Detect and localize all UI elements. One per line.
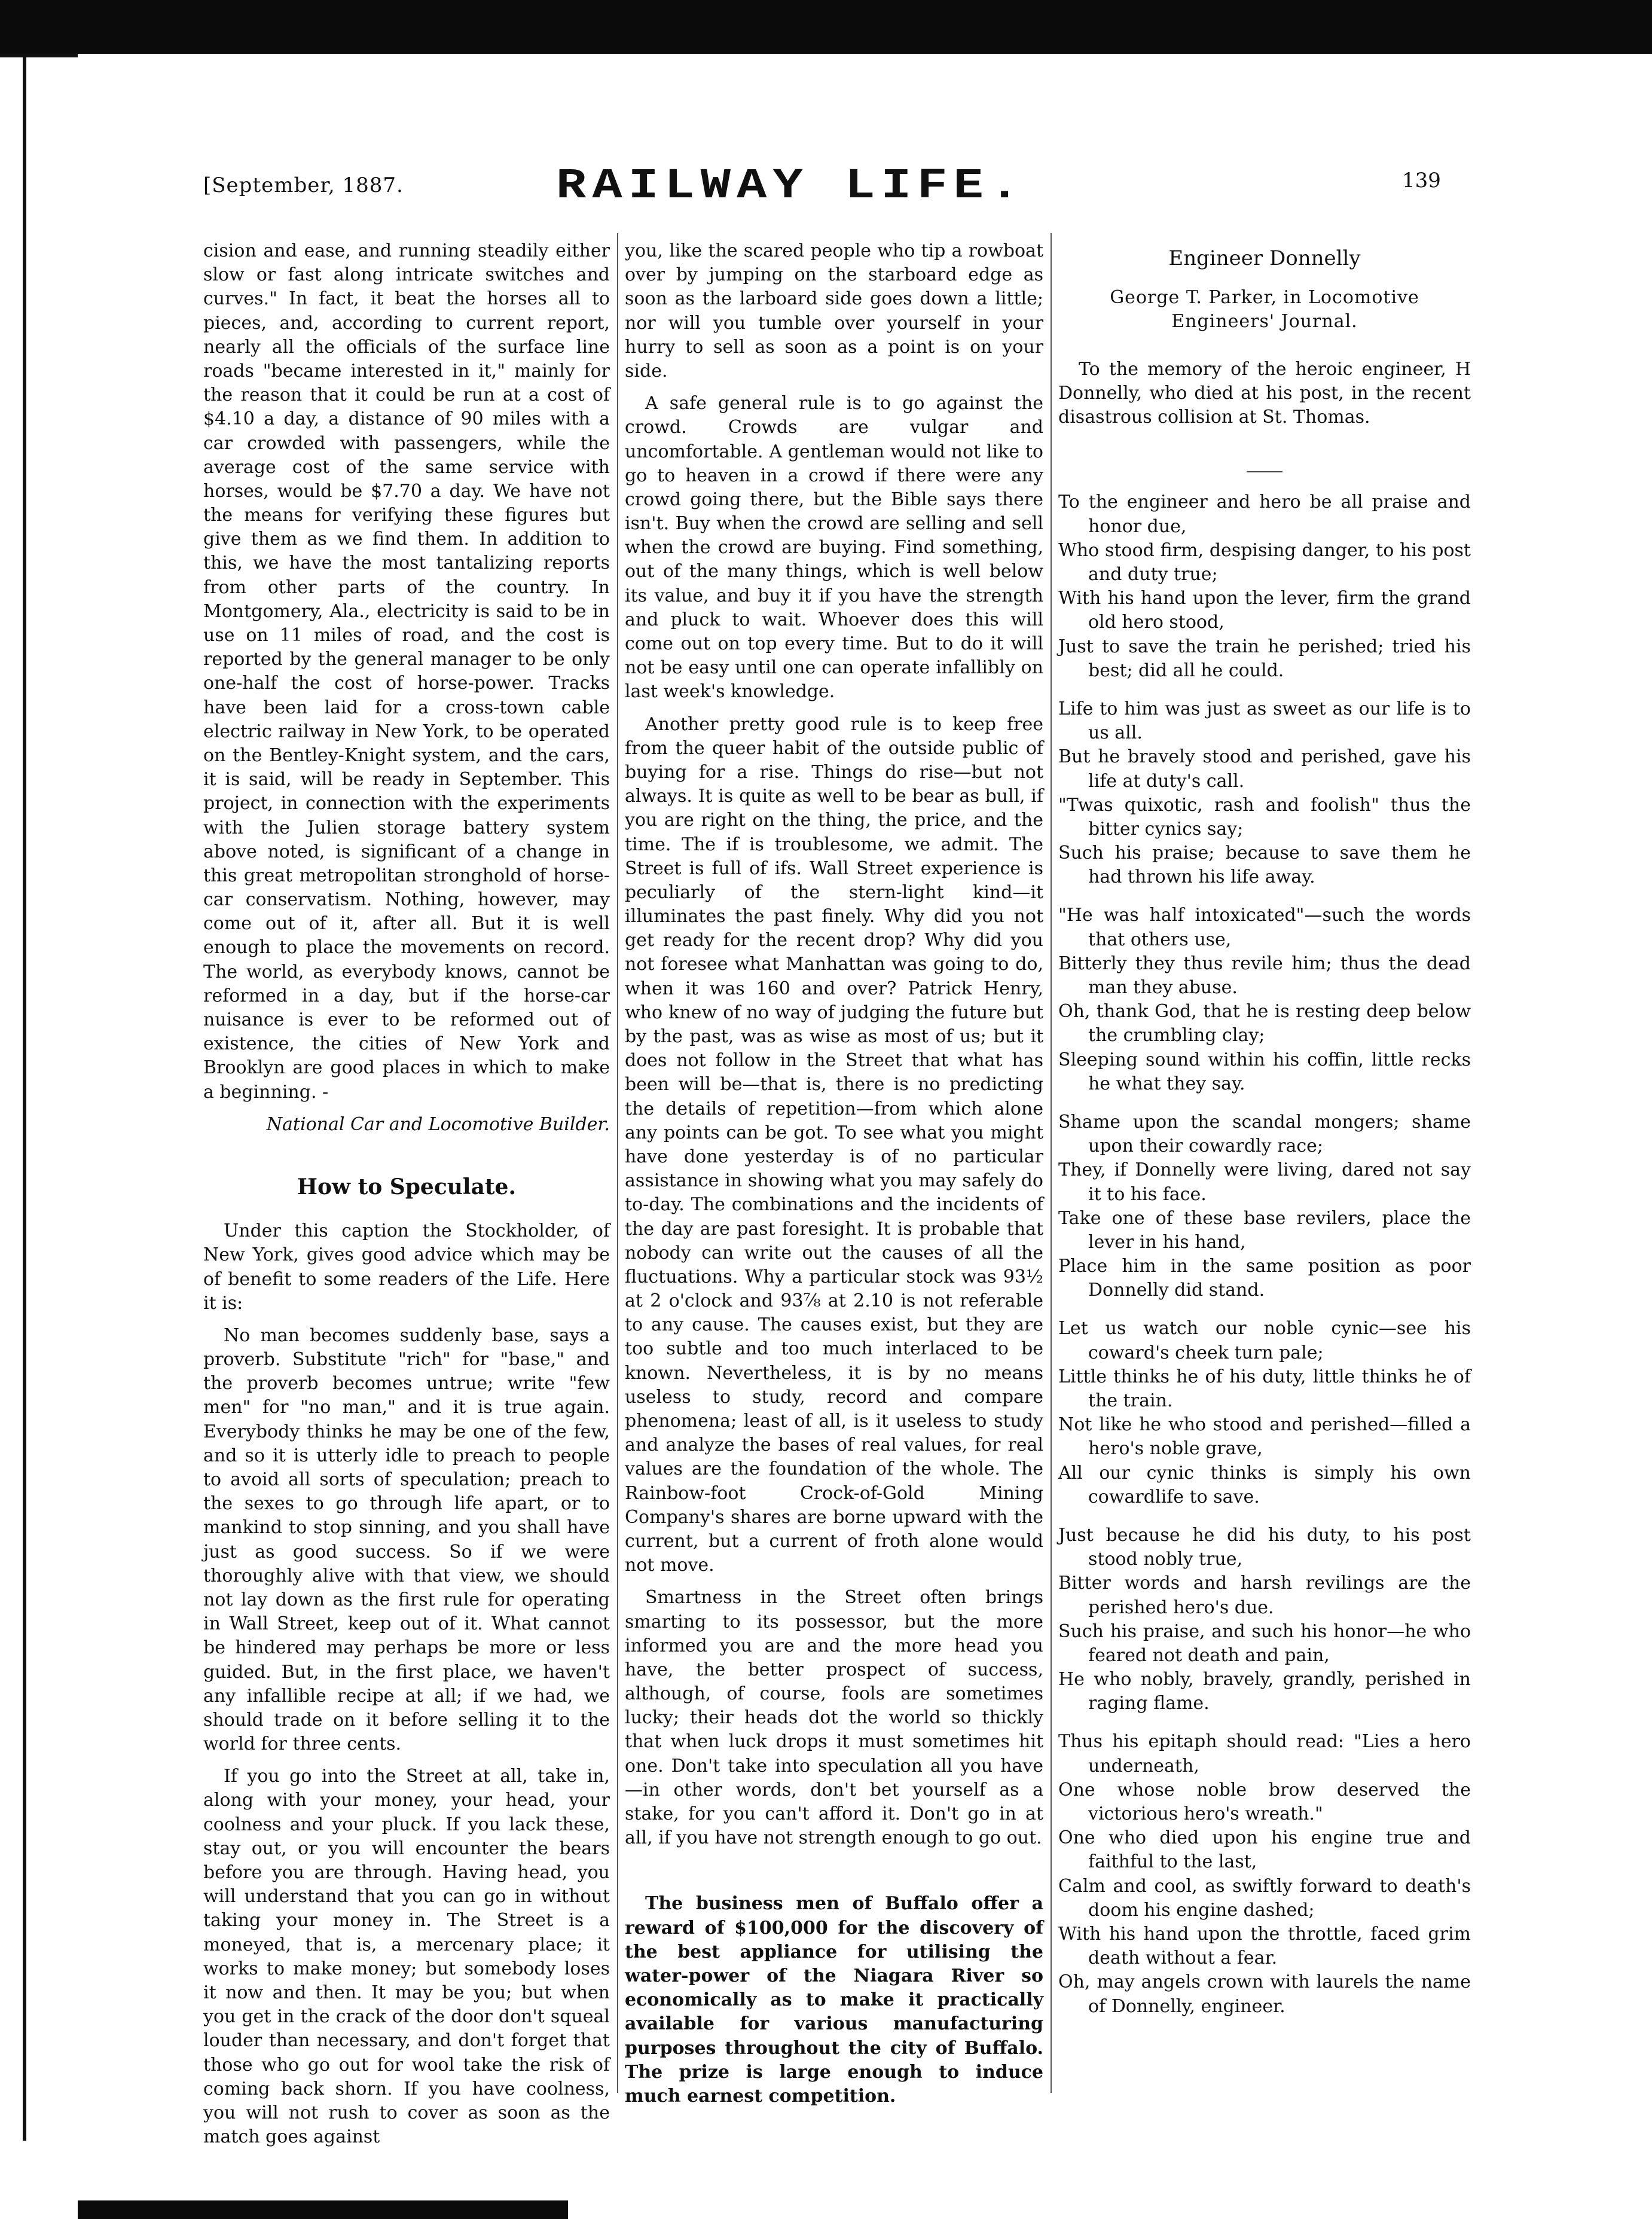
- margin-tick: [0, 54, 78, 57]
- left-margin-rule: [23, 54, 26, 2141]
- poem-byline: George T. Parker, in Locomotive Engineers' Journal.: [1110, 286, 1419, 332]
- poem-stanza: [1058, 1730, 1471, 2018]
- poem-line: One who died upon his engine true and faithful to the last,: [1058, 1827, 1471, 1873]
- column-2: [625, 239, 1043, 2117]
- poem-line: But he bravely stood and perished, gave his life at duty's call.: [1058, 746, 1471, 792]
- article-paragraph: A safe general rule is to go against the crowd. Crowds are vulgar and uncomfortable. A gentleman would not like to go to heaven in a crowd if there were any crowd going there, but the Bible says there isn't. Buy when the crowd are selling and sell when the crowd are buying. Find something, out of the many things, which is well below its value, and buy it if you have the strength and pluck to wait. Whoever does this will come out on top every time. But to do it will not be easy until one can operate infallibly on last week's knowledge.: [625, 393, 1043, 703]
- poem-line: Such his praise; because to save them he had thrown his life away.: [1058, 843, 1471, 888]
- poem-line: Thus his epitaph should read: "Lies a hero underneath,: [1058, 1731, 1471, 1777]
- poem-line: Let us watch our noble cynic—see his coward's cheek turn pale;: [1058, 1318, 1471, 1363]
- poem-stanza: [1058, 904, 1471, 1096]
- page-header: [0, 155, 1652, 215]
- top-scan-border: [0, 0, 1652, 54]
- poem-line: Bitterly they thus revile him; thus the dead man they abuse.: [1058, 953, 1471, 999]
- poem-stanza: [1058, 1317, 1471, 1509]
- divider-rule: [1247, 471, 1282, 472]
- poem-stanza: [1058, 697, 1471, 890]
- column-1: [203, 239, 610, 2157]
- column-3: [1058, 239, 1471, 2033]
- poem-line: Little thinks he of his duty, little thinks he of the train.: [1058, 1366, 1471, 1412]
- poem-line: Just to save the train he perished; tried his best; did all he could.: [1058, 636, 1471, 681]
- poem-line: With his hand upon the lever, firm the grand old hero stood,: [1058, 588, 1471, 633]
- article-paragraph: If you go into the Street at all, take in, along with your money, your head, your coolness and your pluck. If you lack these, stay out, or you will encounter the bears before you are through. Having head, you will understand that you can go in without taking your money in. The Street is a moneyed, that is, a mercenary place; it works to make money; but somebody loses it now and then. It may be you; but when you get in the crack of the door don't squeal louder than necessary, and don't forget that those who go out for wool take the risk of coming back shorn. If you have coolness, you will not rush to cover as soon as the match goes against: [203, 1766, 610, 2148]
- bottom-scan-border: [78, 2200, 568, 2219]
- buffalo-notice: The business men of Buffalo offer a reward of $100,000 for the discovery of the best appliance for utilising the water-power of the Niagara River so economically as to make it practically available for various manufacturing purposes throughout the city of Buffalo. The prize is large enough to induce much earnest competition.: [625, 1893, 1043, 2107]
- poem-line: "He was half intoxicated"—such the words that others use,: [1058, 905, 1471, 950]
- article-title: How to Speculate.: [297, 1174, 516, 1199]
- article-paragraph: Smartness in the Street often brings smarting to its possessor, but the more informed you are and the more head you have, the better prospect of success, although, of course, fools are sometimes lucky; their heads dot the world so thickly that when luck drops it must sometimes hit one. Don't take into speculation all you have—in other words, don't bet yourself as a stake, for you can't afford it. Don't go in at all, if you have not strength enough to go out.: [625, 1587, 1043, 1849]
- poem-line: Place him in the same position as poor Donnelly did stand.: [1058, 1256, 1471, 1301]
- poem-line: All our cynic thinks is simply his own cowardlife to save.: [1058, 1462, 1471, 1507]
- poem-stanza: [1058, 490, 1471, 683]
- poem-stanza: [1058, 1524, 1471, 1716]
- issue-date: [September, 1887.: [203, 173, 404, 197]
- poem-dedication: To the memory of the heroic engineer, H Donnelly, who died at his post, in the recent disastrous collision at St. Thomas.: [1058, 358, 1471, 428]
- poem-line: Shame upon the scandal mongers; shame upon their cowardly race;: [1058, 1111, 1471, 1157]
- masthead-title: RAILWAY LIFE.: [556, 162, 1026, 210]
- poem-line: Take one of these base revilers, place the lever in his hand,: [1058, 1207, 1471, 1253]
- poem-line: To the engineer and hero be all praise and honor due,: [1058, 492, 1471, 537]
- poem-line: Such his praise, and such his honor—he who feared not death and pain,: [1058, 1620, 1471, 1666]
- article-paragraph: you, like the scared people who tip a rowboat over by jumping on the starboard edge as soon as the larboard side goes down a little; nor will you tumble over yourself in your hurry to sell as soon as a point is on your side.: [625, 240, 1043, 381]
- poem-title: Engineer Donnelly: [1168, 246, 1361, 270]
- page-number: 139: [1402, 169, 1441, 193]
- article-paragraph: No man becomes suddenly base, says a proverb. Substitute "rich" for "base," and the proverb becomes untrue; write "few men" for "no man," and it is true again. Everybody thinks he may be one of the few, and so it is utterly idle to preach to people to avoid all sorts of speculation; preach to the sexes to go through life apart, or to mankind to stop sinning, and you shall have just as good success. So if we were thoroughly alive with that view, we should not lay down as the first rule for operating in Wall Street, keep out of it. What cannot be hindered may perhaps be more or less guided. But, in the first place, we haven't any infallible recipe at all; if we had, we should trade on it before selling it to the world for three cents.: [203, 1324, 610, 1755]
- column-divider-1: [617, 233, 618, 2093]
- article-source: National Car and Locomotive Builder.: [266, 1113, 610, 1135]
- poem-line: Not like he who stood and perished—filled a hero's noble grave,: [1058, 1414, 1471, 1460]
- poem-body: [1058, 490, 1471, 2018]
- poem-line: Calm and cool, as swiftly forward to death's doom his engine dashed;: [1058, 1875, 1471, 1921]
- poem-line: They, if Donnelly were living, dared not say it to his face.: [1058, 1159, 1471, 1205]
- poem-line: Oh, thank God, that he is resting deep below the crumbling clay;: [1058, 1001, 1471, 1046]
- poem-line: "Twas quixotic, rash and foolish" thus the bitter cynics say;: [1058, 794, 1471, 840]
- poem-line: Who stood firm, despising danger, to his post and duty true;: [1058, 539, 1471, 585]
- poem-line: Bitter words and harsh revilings are the perished hero's due.: [1058, 1573, 1471, 1618]
- poem-line: Life to him was just as sweet as our life is to us all.: [1058, 698, 1471, 744]
- article-paragraph: Another pretty good rule is to keep free from the queer habit of the outside public of buying for a rise. Things do rise—but not always. It is quite as well to be bear as bull, if you are right on the thing, the price, and the time. The if is troublesome, we admit. The Street is full of ifs. Wall Street experience is peculiarly of the stern-light kind—it illuminates the past finely. Why did you not get ready for the recent drop? Why did you not foresee what Manhattan was going to do, when it was 160 and over? Patrick Henry, who knew of no way of judging the future but by the past, was as wise as most of us; but it does not follow in the Street that what has been will be—that is, there is no predicting the details of repetition—from which alone any points can be got. To see what you might have done yesterday is of no particular assistance in showing what you may safely do to-day. The combinations and the incidents of the day are past foresight. It is probable that nobody can write out the causes of all the fluctuations. Why a particular stock was 93½ at 2 o'clock and 93⅞ at 2.10 is not referable to any cause. The causes exist, but they are too subtle and too much interlaced to be known. Nevertheless, it is by no means useless to study, record and compare phenomena; least of all, is it useless to study and analyze the bases of real values, for real values are the foundation of the whole. The Rainbow-foot Crock-of-Gold Mining Company's shares are borne upward with the current, but a current of froth alone would not move.: [625, 713, 1043, 1576]
- article-continuation: cision and ease, and running steadily either slow or fast along intricate switches and curves." In fact, it beat the horses all to pieces, and, according to current report, nearly all the officials of the surface line roads "became interested in it," mainly for the reason that it could be run at a cost of $4.10 a day, a distance of 90 miles with a car crowded with passengers, while the average cost of the same service with horses, would be $7.70 a day. We have not the means for verifying these figures but give them as we find them. In addition to this, we have the most tantalizing reports from other parts of the country. In Montgomery, Ala., electricity is said to be in use on 11 miles of road, and the cost is reported by the general manager to be only one-half the cost of horse-power. Tracks have been laid for a cross-town cable electric railway in New York, to be operated on the Bentley-Knight system, and the cars, it is said, will be ready in September. This project, in connection with the experiments with the Julien storage battery system above noted, is significant of a change in this great metropolitan stronghold of horse-car conservatism. Nothing, however, may come out of it, after all. But it is well enough to place the movements on record. The world, as everybody knows, cannot be reformed in a day, but if the horse-car nuisance is ever to be reformed out of existence, the cities of New York and Brooklyn are good places in which to make a beginning. -: [203, 240, 610, 1103]
- poem-line: Oh, may angels crown with laurels the name of Donnelly, engineer.: [1058, 1971, 1471, 2017]
- poem-line: Just because he did his duty, to his post stood nobly true,: [1058, 1524, 1471, 1570]
- article-paragraph: Under this caption the Stockholder, of New York, gives good advice which may be of benefit to some readers of the Life. Here it is:: [203, 1220, 610, 1314]
- column-divider-2: [1051, 233, 1052, 2093]
- poem-line: One whose noble brow deserved the victorious hero's wreath.": [1058, 1779, 1471, 1825]
- poem-line: Sleeping sound within his coffin, little recks he what they say.: [1058, 1049, 1471, 1094]
- poem-line: With his hand upon the throttle, faced grim death without a fear.: [1058, 1923, 1471, 1969]
- poem-line: He who nobly, bravely, grandly, perished in raging flame.: [1058, 1669, 1471, 1714]
- poem-stanza: [1058, 1110, 1471, 1303]
